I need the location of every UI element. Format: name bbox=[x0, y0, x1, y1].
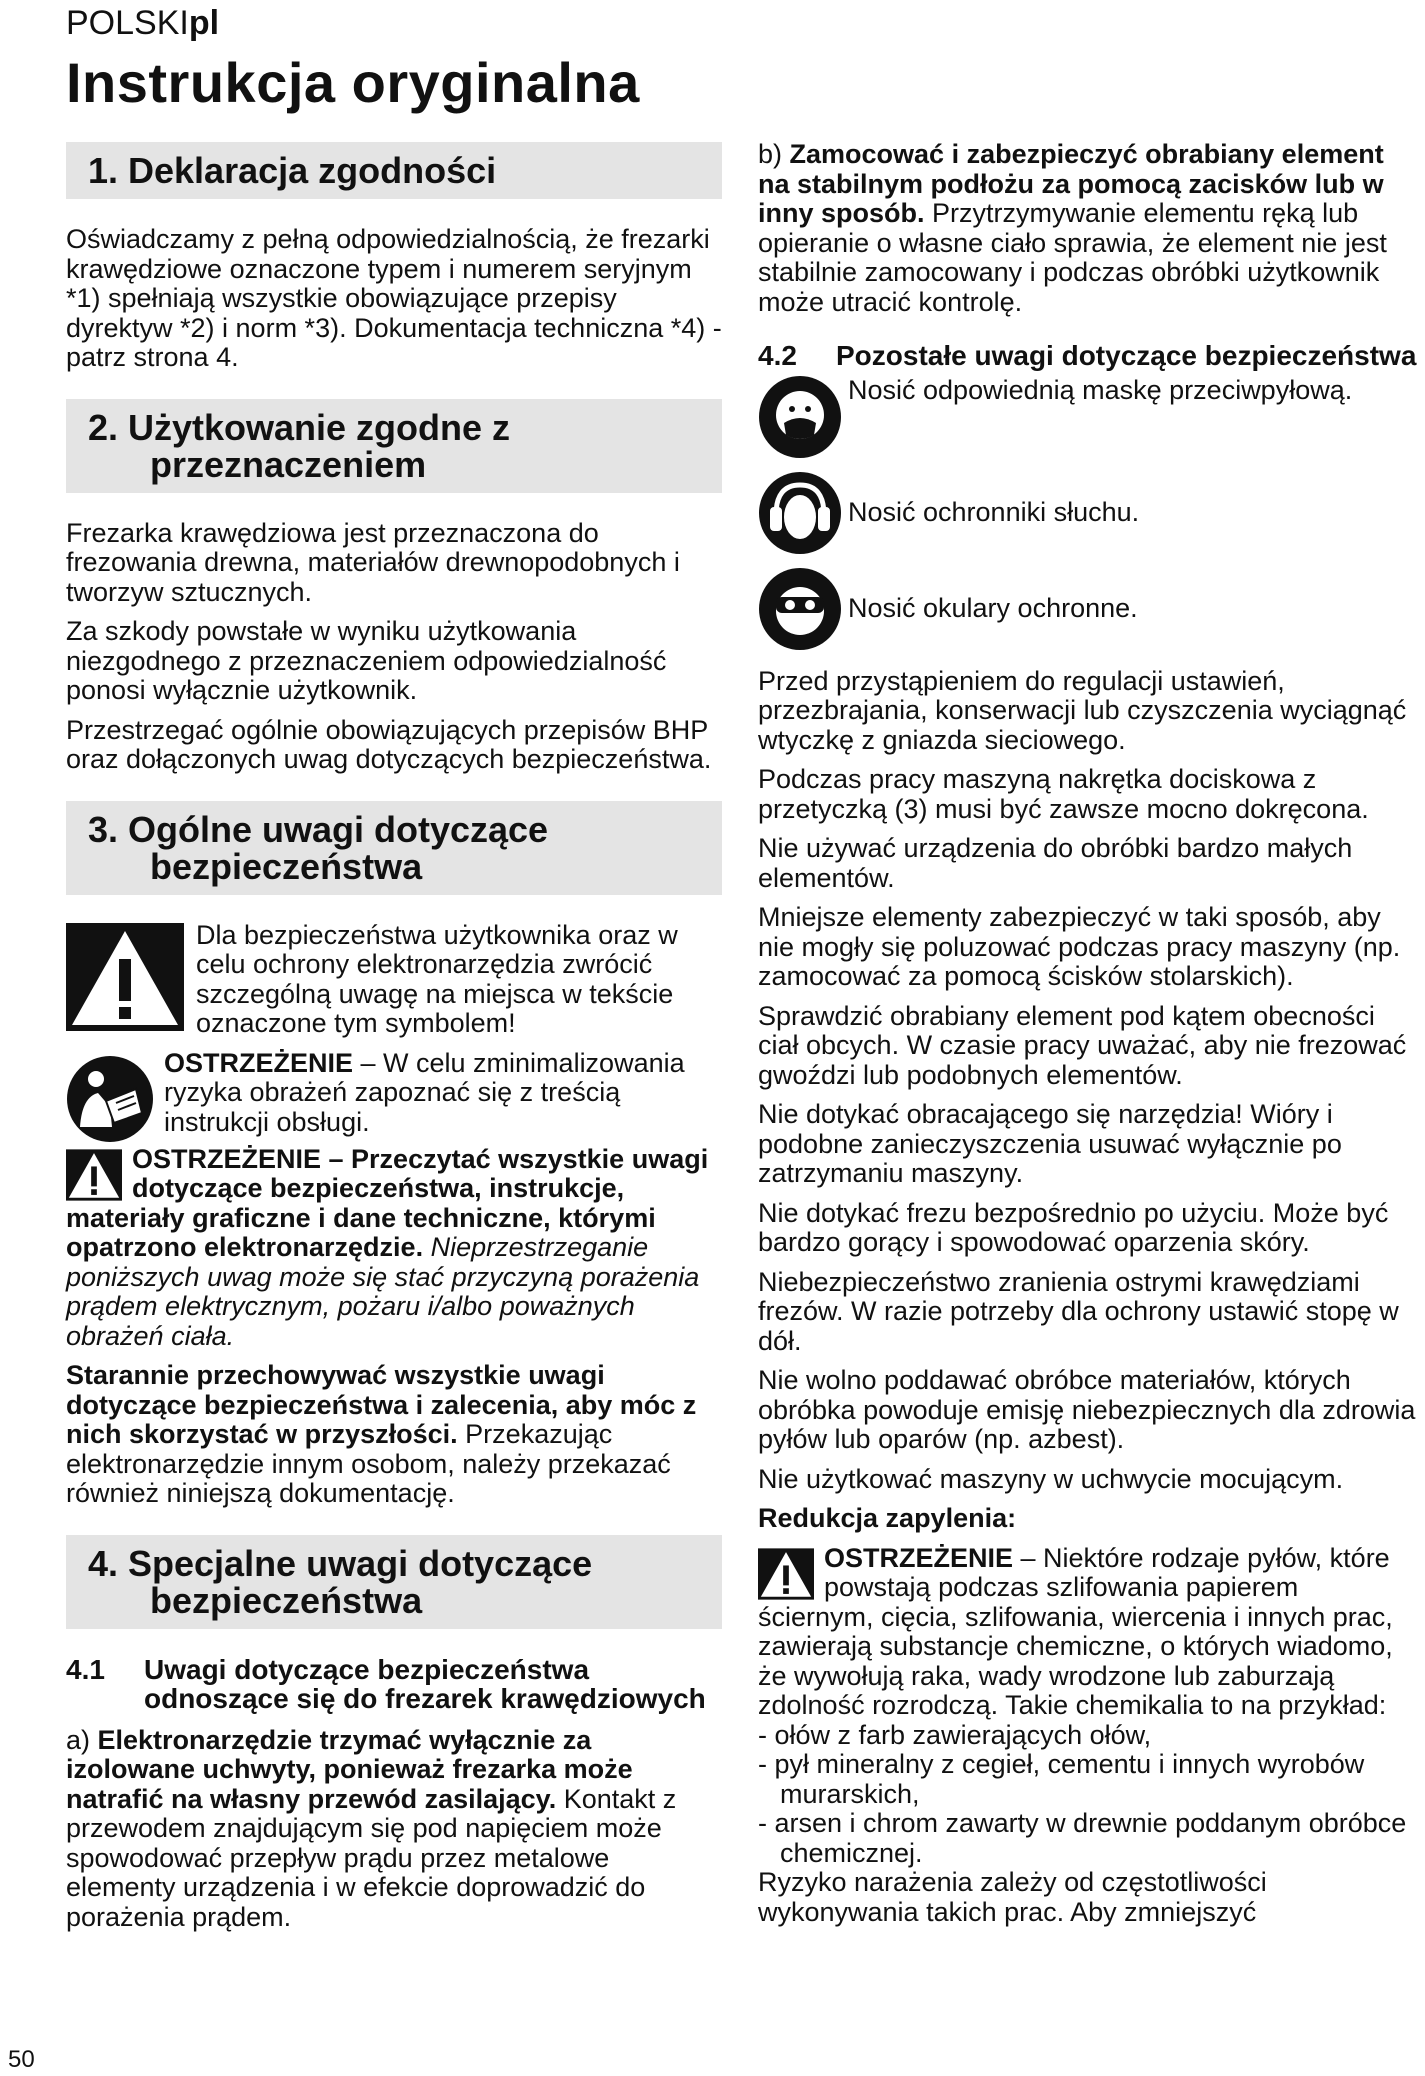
intended-use-text-3: Przestrzegać ogólnie obowiązujących przepisów BHP oraz dołączonych uwag dotyczących bezpieczeństwa. bbox=[66, 714, 712, 774]
safety-paragraph: Podczas pracy maszyną nakrętka dociskowa z przetyczką (3) musi być zawsze mocno dokręcona. bbox=[758, 764, 1369, 824]
safety-paragraph: Niebezpieczeństwo zranienia ostrymi krawędziami frezów. W razie potrzeby dla ochrony ustawić stopę w dół. bbox=[758, 1266, 1399, 1356]
safety-paragraph: Nie dotykać obracającego się narzędzia! Wióry i podobne zanieczyszczenia usuwać wyłącznie po zatrzymaniu maszyny. bbox=[758, 1099, 1342, 1188]
warning-triangle-icon bbox=[66, 923, 184, 1031]
left-column bbox=[66, 140, 722, 1942]
page-number: 50 bbox=[8, 2046, 35, 2073]
eye-protection-instruction: Nosić okulary ochronne. bbox=[758, 567, 1418, 651]
section-3-heading: 3. Ogólne uwagi dotyczące bezpieczeństwa bbox=[66, 801, 722, 895]
safety-paragraph: Przed przystąpieniem do regulacji ustawień, przezbrajania, konserwacji lub czyszczenia wyciągnąć wtyczkę z gniazda sieciowego. bbox=[758, 665, 1407, 755]
ear-protection-icon bbox=[758, 471, 842, 555]
declaration-text: Oświadczamy z pełną odpowiedzialnością, że frezarki krawędziowe oznaczone typem i numerem seryjnym *1) spełniają wszystkie obowiązujące przepisy dyrektyw *2) i norm *3). Dokumentacja techniczna *4) - patrz strona 4. bbox=[66, 224, 722, 372]
keep-instructions-text: Starannie przechowywać wszystkie uwagi dotyczące bezpieczeństwa i zalecenia, aby móc z nich skorzystać w przyszłości. Przekazując elektronarzędzie innym osobom, należy przekazać również niniejszą dokumentację. bbox=[66, 1360, 697, 1508]
subsection-4-2-heading: 4.2 Pozostałe uwagi dotyczące bezpieczeństwa bbox=[758, 340, 1417, 371]
dust-reduction-heading: Redukcja zapylenia: bbox=[758, 1503, 1017, 1533]
language-label: POLSKIpl bbox=[66, 4, 220, 42]
ear-protection-instruction: Nosić ochronniki słuchu. bbox=[758, 471, 1418, 555]
warning-symbol-note: Dla bezpieczeństwa użytkownika oraz w celu ochrony elektronarzędzia zwrócić szczególną uwagę na miejsca w tekście oznaczone tym symbolem! bbox=[66, 921, 722, 1039]
dust-warning: OSTRZEŻENIE – Niektóre rodzaje pyłów, które powstają podczas szlifowania papierem ściernym, cięcia, szlifowania, wiercenia i innych prac, zawierają substancje chemiczne, o których wiadomo, że wywołują raka, wady wrodzone lub zaburzają zdolność rozrodczą. Takie chemikalia to na przykład: bbox=[758, 1542, 1393, 1720]
section-1-heading: 1. Deklaracja zgodności bbox=[66, 142, 722, 199]
exposure-text: Ryzyko narażenia zależy od częstotliwości wykonywania takich prac. Aby zmniejszyć bbox=[758, 1867, 1267, 1927]
safety-paragraph: Nie używać urządzenia do obróbki bardzo małych elementów. bbox=[758, 833, 1353, 893]
page-title: Instrukcja oryginalna bbox=[66, 51, 640, 114]
safety-paragraph: Nie wolno poddawać obróbce materiałów, których obróbka powoduje emisję niebezpiecznych dla zdrowia pyłów lub oparów (np. azbest). bbox=[758, 1365, 1416, 1454]
read-all-warning: OSTRZEŻENIE – Przeczytać wszystkie uwagi dotyczące bezpieczeństwa, instrukcje, materiały graficzne i dane techniczne, którymi opatrzono elektronarzędzie. Nieprzestrzeganie poniższych uwag może się stać przyczyną porażenia prądem elektrycznym, pożaru i/albo poważnych obrażeń ciała. bbox=[66, 1143, 709, 1351]
safety-paragraph: Nie dotykać frezu bezpośrednio po użyciu. Może być bardzo gorący i spowodować oparzenia skóry. bbox=[758, 1197, 1389, 1257]
right-column bbox=[758, 140, 1418, 1937]
section-2-heading: 2. Użytkowanie zgodne z przeznaczeniem bbox=[66, 399, 722, 493]
safety-paragraph: Sprawdzić obrabiany element pod kątem obecności ciał obcych. W czasie pracy uważać, aby nie frezować gwoździ lub podobnych elementów. bbox=[758, 1000, 1407, 1090]
safety-paragraph: Mniejsze elementy zabezpieczyć w taki sposób, aby nie mogły się poluzować podczas pracy maszyny (np. zamocować za pomocą ścisków stolarskich). bbox=[758, 902, 1401, 991]
instruction-a: a) Elektronarzędzie trzymać wyłącznie za izolowane uchwyty, ponieważ frezarka może natrafić na własny przewód zasilający. Kontakt z przewodem znajdującym się pod napięciem może spowodować przepływ prądu przez metalowe elementy urządzenia i w efekcie doprowadzić do porażenia prądem. bbox=[66, 1724, 677, 1932]
list-item: - arsen i chrom zawarty w drewnie poddanym obróbce chemicznej. bbox=[758, 1808, 1407, 1868]
intended-use-text-1: Frezarka krawędziowa jest przeznaczona do frezowania drewna, materiałów drewnopodobnych i tworzyw sztucznych. bbox=[66, 517, 680, 607]
subsection-4-1-heading: 4.1 Uwagi dotyczące bezpieczeństwa odnoszące się do frezarek krawędziowych bbox=[66, 1653, 706, 1714]
warning-triangle-icon bbox=[66, 1149, 122, 1201]
hazard-list bbox=[758, 1721, 1418, 1869]
list-item: - ołów z farb zawierających ołów, bbox=[758, 1719, 1152, 1750]
intended-use-text-2: Za szkody powstałe w wyniku użytkowania niezgodnego z przeznaczeniem odpowiedzialność ponosi wyłącznie użytkownik. bbox=[66, 616, 667, 705]
safety-paragraph: Nie użytkować maszyny w uchwycie mocującym. bbox=[758, 1463, 1344, 1494]
section-4-heading: 4. Specjalne uwagi dotyczące bezpieczeństwa bbox=[66, 1535, 722, 1629]
safety-glasses-icon bbox=[758, 567, 842, 651]
instruction-b: b) Zamocować i zabezpieczyć obrabiany element na stabilnym podłożu za pomocą zacisków lub w inny sposób. Przytrzymywanie elementu ręką lub opieranie o własne ciało sprawia, że element nie jest stabilnie zamocowany i podczas obróbki użytkownik może utracić kontrolę. bbox=[758, 139, 1387, 317]
warning-triangle-icon bbox=[758, 1548, 814, 1600]
list-item: - pył mineralny z cegieł, cementu i innych wyrobów murarskich, bbox=[758, 1749, 1365, 1809]
read-manual-icon bbox=[66, 1055, 154, 1143]
read-manual-warning: OSTRZEŻENIE – W celu zminimalizowania ryzyka obrażeń zapoznać się z treścią instrukcji obsługi. bbox=[66, 1049, 722, 1139]
dust-mask-icon bbox=[758, 375, 842, 459]
dust-mask-instruction: Nosić odpowiednią maskę przeciwpyłową. bbox=[758, 375, 1418, 459]
